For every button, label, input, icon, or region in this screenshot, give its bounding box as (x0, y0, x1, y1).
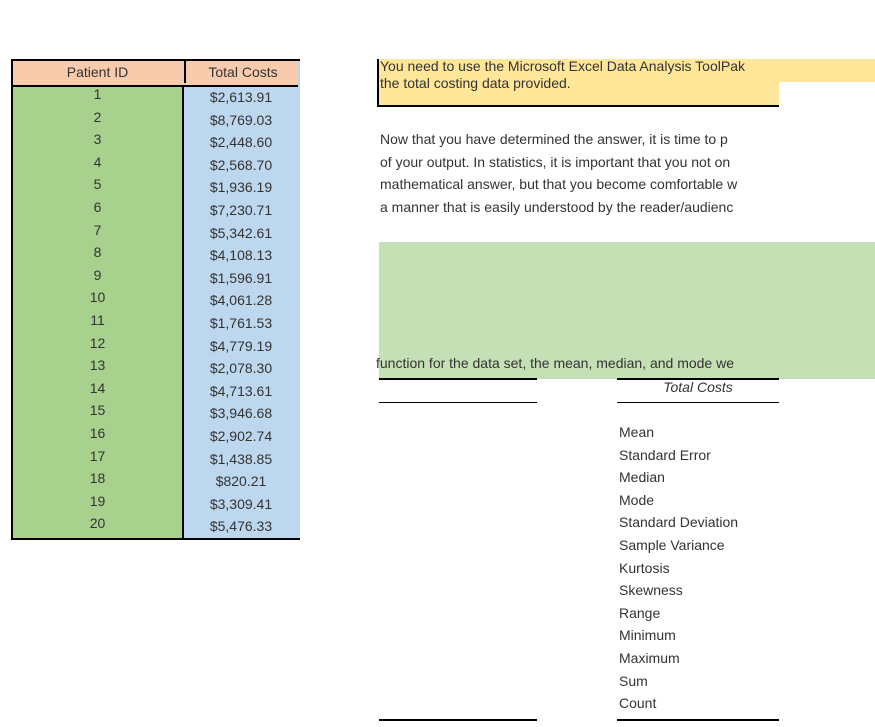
patient-id-cell[interactable]: 20 (89, 515, 106, 532)
patient-id-cell[interactable]: 6 (93, 198, 102, 215)
patient-id-cell[interactable]: 14 (89, 379, 106, 396)
table-row (13, 401, 298, 424)
total-cost-cell[interactable]: $4,713.61 (209, 382, 273, 399)
stat-label[interactable]: Kurtosis (619, 559, 670, 576)
instruction-paragraph (380, 128, 875, 218)
instruction-text (380, 58, 745, 92)
table-row (13, 492, 298, 515)
total-cost-cell[interactable]: $4,108.13 (209, 247, 273, 264)
stat-label[interactable]: Sum (619, 672, 648, 689)
table-row (13, 266, 298, 289)
total-cost-cell[interactable]: $1,936.19 (209, 179, 273, 196)
stat-label[interactable]: Standard Deviation (619, 514, 739, 531)
total-cost-cell[interactable]: $4,061.28 (209, 292, 273, 309)
stats-bottom-rule-right (617, 719, 779, 721)
stat-label[interactable]: Range (619, 604, 661, 621)
stats-header-rule-left (379, 402, 537, 403)
patient-id-cell[interactable]: 9 (93, 266, 102, 283)
table-row (13, 379, 298, 402)
table-row (13, 198, 298, 221)
function-instruction: function for the data set, the mean, median, and mode we (376, 355, 734, 371)
total-cost-cell[interactable]: $3,946.68 (209, 405, 273, 422)
table-body (13, 85, 298, 537)
total-cost-cell[interactable]: $1,438.85 (209, 450, 273, 467)
patient-id-cell[interactable]: 13 (89, 357, 106, 374)
patient-id-cell[interactable]: 1 (93, 86, 102, 102)
patient-id-cell[interactable]: 19 (89, 492, 106, 509)
table-row (13, 334, 298, 357)
total-cost-cell[interactable]: $7,230.71 (209, 201, 273, 218)
total-cost-cell[interactable]: $5,342.61 (209, 224, 273, 241)
patient-id-cell[interactable]: 2 (93, 108, 102, 125)
patient-id-cell[interactable]: 5 (93, 176, 102, 193)
header-patient-id[interactable]: Patient ID (66, 64, 129, 80)
stat-label[interactable]: Count (619, 695, 657, 712)
table-row (13, 356, 298, 379)
patient-id-cell[interactable]: 18 (89, 470, 106, 487)
table-row (13, 311, 298, 334)
stats-header-rule-right (617, 402, 779, 403)
total-cost-cell[interactable]: $3,309.41 (209, 495, 273, 512)
stat-label[interactable]: Mode (619, 491, 655, 508)
stats-bottom-rule-left (379, 719, 537, 721)
paragraph-line: a manner that is easily understood by the reader/audienc (380, 198, 734, 215)
instruction-line-2: the total costing data provided. (380, 75, 571, 91)
patient-id-cell[interactable]: 15 (89, 402, 106, 419)
instruction-line-1: You need to use the Microsoft Excel Data Analysis ToolPak (380, 58, 745, 74)
header-total-costs[interactable]: Total Costs (184, 61, 300, 83)
total-cost-cell[interactable]: $820.21 (215, 473, 267, 490)
patient-id-cell[interactable]: 7 (93, 221, 102, 238)
table-row (13, 243, 298, 266)
stat-label[interactable]: Minimum (619, 627, 676, 644)
stat-label[interactable]: Sample Variance (619, 536, 725, 553)
total-cost-cell[interactable]: $2,902.74 (209, 427, 273, 444)
stat-label[interactable]: Skewness (619, 582, 683, 599)
table-header-row (13, 61, 298, 87)
patient-id-cell[interactable]: 17 (89, 447, 106, 464)
table-row (13, 175, 298, 198)
stat-label[interactable]: Standard Error (619, 446, 711, 463)
table-row (13, 288, 298, 311)
paragraph-line: mathematical answer, but that you become comfortable w (380, 176, 738, 192)
table-row (13, 424, 298, 447)
table-row (13, 514, 298, 537)
table-row (13, 153, 298, 176)
table-row (13, 447, 298, 470)
total-cost-cell[interactable]: $2,613.91 (209, 89, 273, 105)
patient-id-cell[interactable]: 4 (93, 153, 102, 170)
stats-header[interactable]: Total Costs (663, 379, 733, 395)
stat-label[interactable]: Maximum (619, 649, 680, 666)
table-row (13, 469, 298, 492)
stats-label-list (619, 422, 738, 716)
table-row (13, 108, 298, 131)
table-row (13, 221, 298, 244)
total-cost-cell[interactable]: $1,596.91 (209, 269, 273, 286)
paragraph-line: of your output. In statistics, it is important that you not on (380, 153, 731, 170)
total-cost-cell[interactable]: $5,476.33 (209, 518, 273, 535)
patient-id-cell[interactable]: 10 (89, 289, 106, 306)
stat-label[interactable]: Median (619, 469, 665, 486)
total-cost-cell[interactable]: $2,568.70 (209, 156, 273, 173)
total-cost-cell[interactable]: $4,779.19 (209, 337, 273, 354)
patient-id-cell[interactable]: 12 (89, 334, 106, 351)
total-cost-cell[interactable]: $2,448.60 (209, 134, 273, 151)
total-cost-cell[interactable]: $2,078.30 (209, 360, 273, 377)
paragraph-line: Now that you have determined the answer, it is time to p (380, 131, 728, 147)
table-row (13, 85, 298, 108)
stats-top-rule-left (379, 378, 537, 380)
patient-id-cell[interactable]: 11 (90, 311, 105, 328)
patient-id-cell[interactable]: 3 (93, 131, 102, 148)
total-cost-cell[interactable]: $1,761.53 (209, 314, 273, 331)
patient-cost-table (11, 59, 300, 540)
total-cost-cell[interactable]: $8,769.03 (209, 111, 273, 128)
patient-id-cell[interactable]: 8 (93, 244, 102, 261)
stat-label[interactable]: Mean (619, 424, 655, 440)
patient-id-cell[interactable]: 16 (89, 424, 106, 441)
table-row (13, 130, 298, 153)
